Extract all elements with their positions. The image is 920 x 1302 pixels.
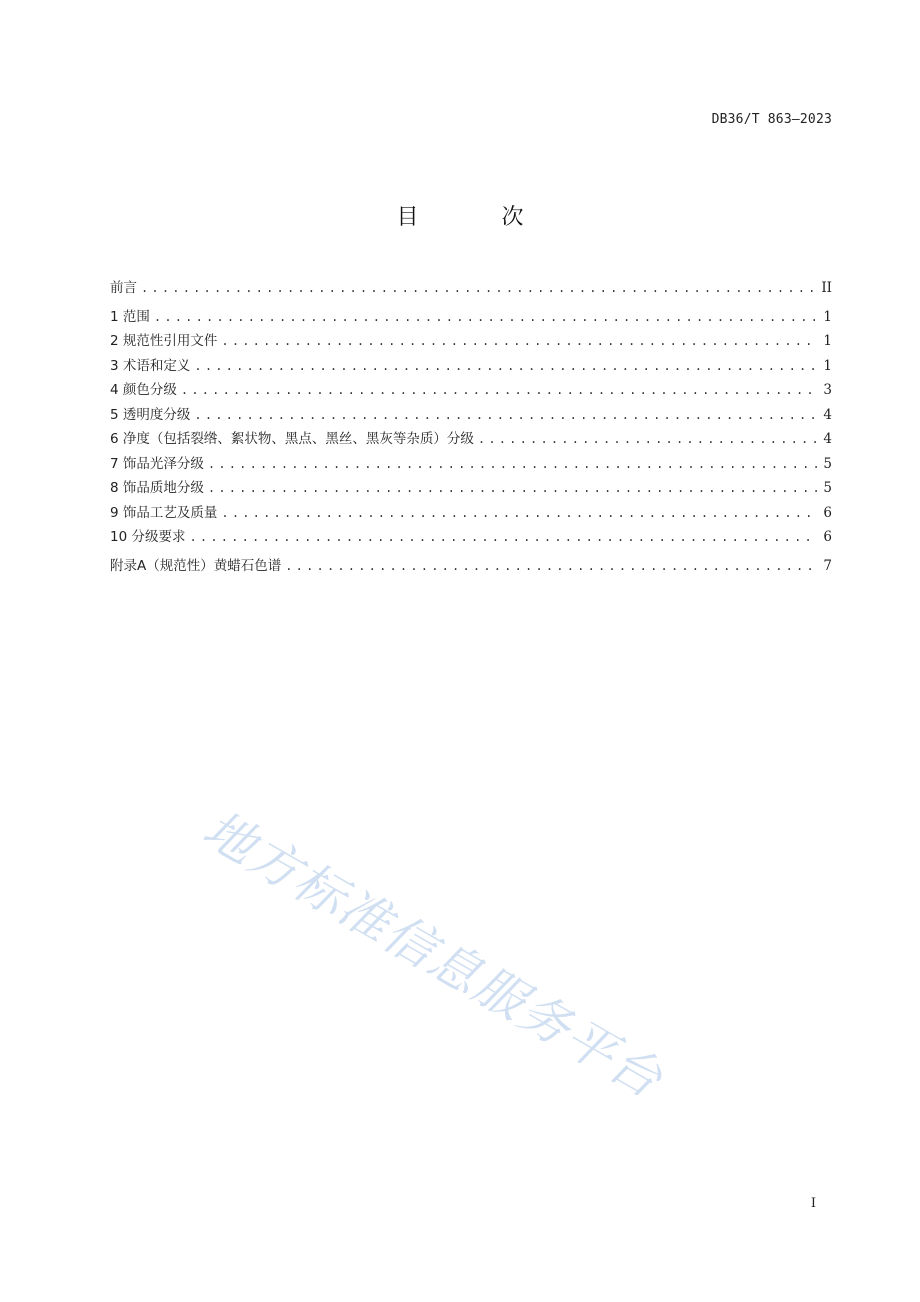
- table-of-contents: [110, 276, 832, 578]
- toc-entry-page: 6: [823, 529, 832, 545]
- toc-entry-craft-quality[interactable]: [110, 501, 832, 526]
- toc-entry-page: 4: [823, 406, 832, 423]
- toc-entry-label: 附录A（规范性）黄蜡石色谱: [110, 557, 282, 574]
- toc-leader-dots: [154, 310, 818, 324]
- toc-entry-terms-definitions[interactable]: [110, 354, 832, 379]
- toc-leader-dots: [208, 457, 818, 471]
- toc-entry-color-grading[interactable]: [110, 378, 832, 403]
- toc-entry-page: 7: [823, 557, 832, 574]
- toc-leader-dots: [181, 383, 818, 397]
- toc-entry-label: 5 透明度分级: [110, 406, 191, 423]
- document-code: DB36/T 863—2023: [711, 112, 832, 127]
- toc-entry-page: 6: [823, 504, 832, 521]
- toc-leader-dots: [141, 281, 815, 295]
- page-title: 目 次: [396, 205, 562, 230]
- toc-entry-label: 9 饰品工艺及质量: [110, 504, 218, 521]
- toc-leader-dots: [221, 506, 817, 520]
- toc-entry-label: 8 饰品质地分级: [110, 480, 204, 496]
- toc-entry-label: 4 颜色分级: [110, 382, 177, 398]
- toc-entry-label: 6 净度（包括裂绺、絮状物、黑点、黑丝、黑灰等杂质）分级: [110, 431, 474, 447]
- watermark: 地方标准信息服务平台: [193, 799, 673, 1110]
- toc-entry-luster-grading[interactable]: [110, 452, 832, 477]
- toc-entry-page: 1: [823, 308, 832, 325]
- toc-entry-page: 4: [823, 431, 832, 447]
- toc-entry-label: 3 术语和定义: [110, 357, 191, 374]
- toc-entry-appendix-a[interactable]: [110, 554, 832, 579]
- toc-leader-dots: [189, 530, 817, 544]
- toc-entry-grading-requirements[interactable]: [110, 525, 832, 550]
- toc-leader-dots: [285, 559, 817, 573]
- toc-entry-page: 1: [823, 333, 832, 349]
- toc-entry-transparency-grading[interactable]: [110, 403, 832, 428]
- toc-entry-page: II: [821, 280, 832, 296]
- toc-entry-page: 1: [823, 357, 832, 374]
- page-number: I: [810, 1196, 816, 1211]
- toc-leader-dots: [478, 432, 818, 446]
- toc-entry-page: 5: [823, 480, 832, 496]
- toc-entry-clarity-grading[interactable]: [110, 427, 832, 452]
- toc-entry-page: 3: [823, 382, 832, 398]
- toc-entry-label: 7 饰品光泽分级: [110, 455, 204, 472]
- toc-leader-dots: [194, 359, 817, 373]
- toc-entry-page: 5: [823, 455, 832, 472]
- toc-entry-label: 前言: [110, 280, 137, 296]
- toc-entry-label: 1 范围: [110, 308, 150, 325]
- toc-entry-normative-references[interactable]: [110, 329, 832, 354]
- toc-leader-dots: [208, 481, 818, 495]
- toc-leader-dots: [194, 408, 817, 422]
- toc-leader-dots: [221, 334, 817, 348]
- toc-entry-scope[interactable]: [110, 305, 832, 330]
- toc-entry-foreword[interactable]: [110, 276, 832, 301]
- toc-entry-label: 10 分级要求: [110, 529, 186, 545]
- toc-entry-label: 2 规范性引用文件: [110, 333, 218, 349]
- toc-entry-texture-grading[interactable]: [110, 476, 832, 501]
